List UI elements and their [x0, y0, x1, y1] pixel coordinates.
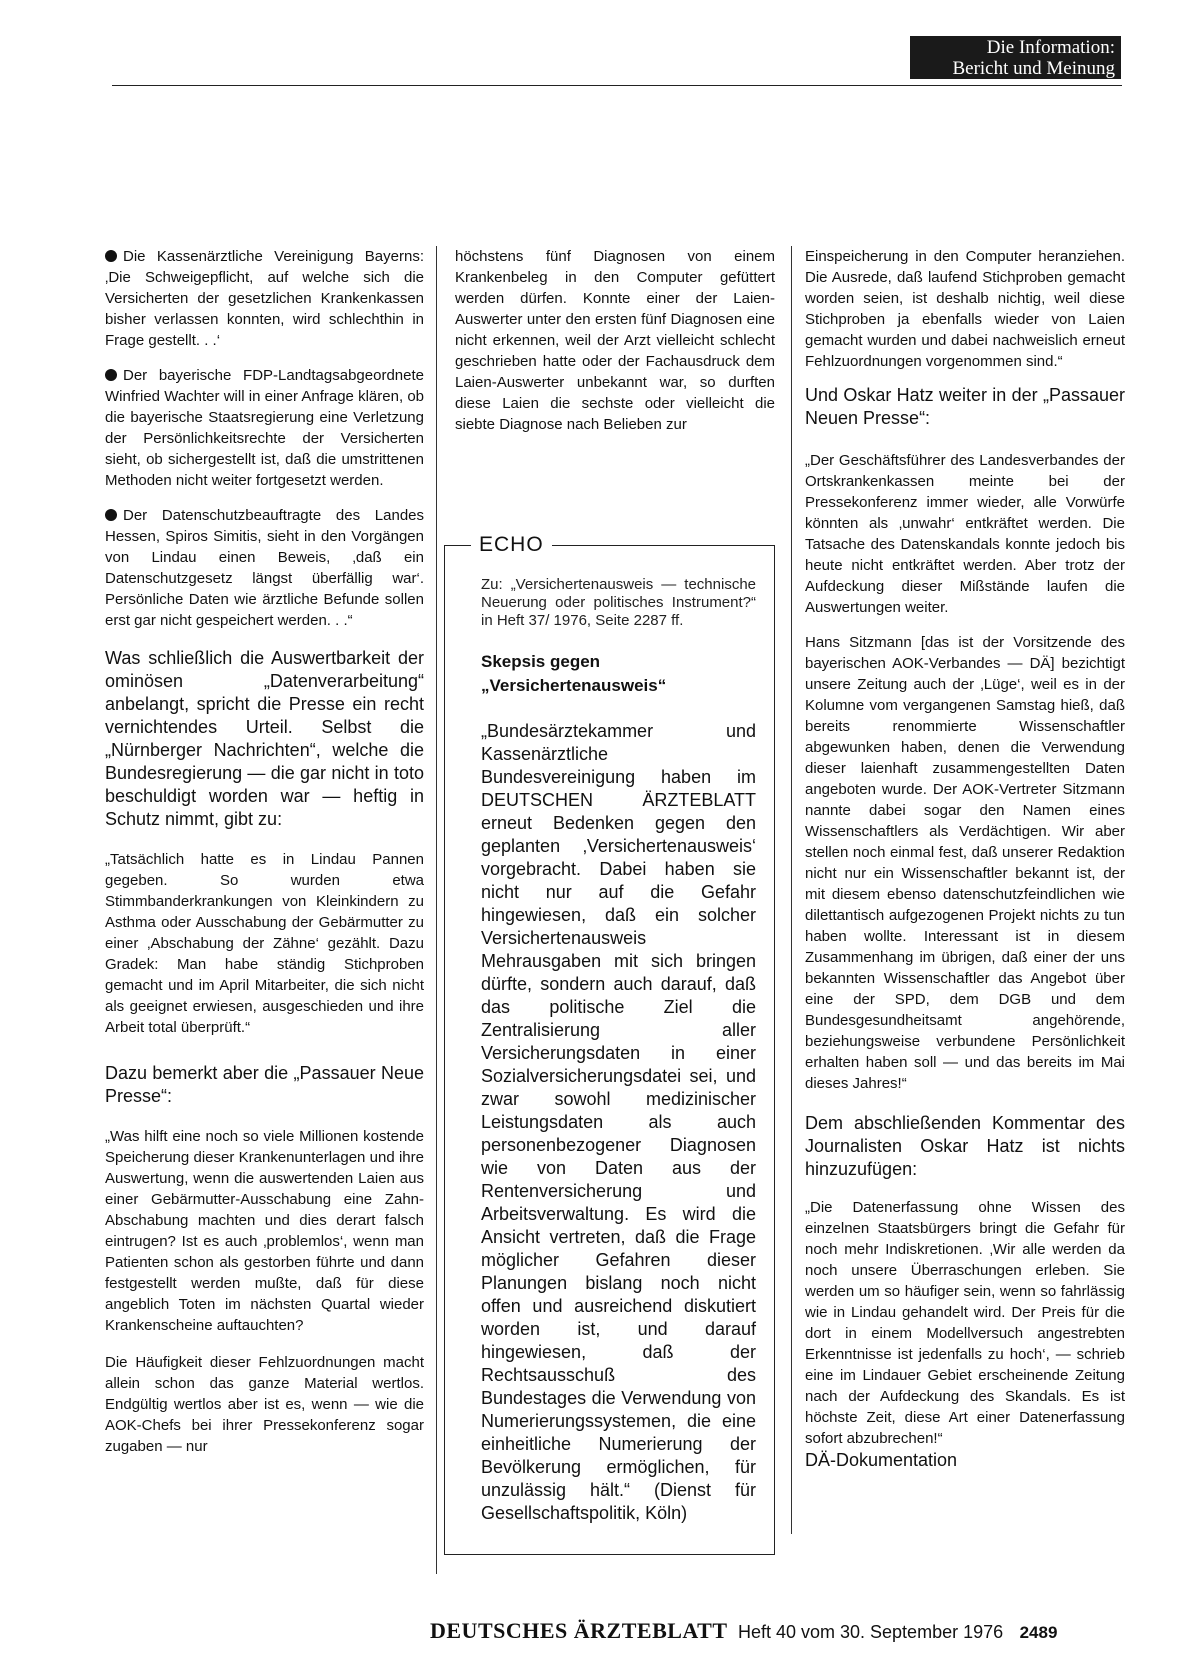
- echo-title: ECHO: [471, 533, 552, 557]
- column-right: [805, 246, 1125, 1472]
- bullet-item-datenschutz: Der Datenschutzbeauftragte des Landes Hessen, Spiros Simitis, sieht in den Vorgängen von Lindau einen Beweis, ‚daß ein Datenschutzgesetz längst überfällig war‘. Persönliche Daten wie ärztliche Befunde sollen erst gar nicht gespeichert werden. . .“: [105, 507, 424, 629]
- paragraph-oskar-hatz: Und Oskar Hatz weiter in der „Passauer Neuen Presse“:: [805, 385, 1125, 428]
- paragraph-kommentar: Dem abschließenden Kommentar des Journalisten Oskar Hatz ist nichts hinzuzufügen:: [805, 1113, 1125, 1179]
- bullet-icon: [105, 250, 117, 262]
- footer: [430, 1618, 1057, 1644]
- bullet-item-fdp: Der bayerische FDP-Landtagsabgeordnete Winfried Wachter will in einer Anfrage klären, ob die bayerische Staatsregierung eine Verletzung der Persönlichkeitsrechte der Versicherten sieht, ob sichergestellt ist, daß die umstrittenen Methoden nicht weiter fortgesetzt werden.: [105, 367, 424, 489]
- paragraph-diagnosen: höchstens fünf Diagnosen von einem Krankenbeleg in den Computer gefüttert werden dürfen. Konnte einer der Laien-Auswerter unter den ersten fünf Diagnosen eine nicht erkennen, weil der Arzt vielleicht schlecht geschrieben hatte oder der Fachausdruck dem Laien-Auswerter unbekannt war, so durften diese Laien die sechste oder vielleicht die siebte Diagnose nach Belieben zur: [455, 248, 775, 433]
- echo-reference: Zu: „Versichertenausweis — technische Neuerung oder politisches Instrument?“ in Heft 37/ 1976, Seite 2287 ff.: [481, 576, 756, 629]
- quote-sitzmann: Hans Sitzmann [das ist der Vorsitzende des bayerischen AOK-Verbandes — DÄ] bezichtigt unsere Zeitung auch der ‚Lüge‘, weil es in der Kolumne vom vergangenen Samstag hieß, daß bereits renommierte Wissenschaftler abgewunken haben, denen die Verwendung dieser laienhaft zusammengestellten Daten angeboten wurde. Der AOK-Vertreter Sitzmann nannte dabei sogar den Namen eines Wissenschaftlers als Verdächtigen. Wir aber stellen noch einmal fest, daß unserer Redaktion nicht nur ein Wissenschaftler bekannt ist, der mit diesem ebenso datenschutzfeindlichen wie dilettantisch aufgezogenen Projekt nichts zu tun haben wollte. Interessant ist in diesem Zusammenhang im übrigen, daß einer der uns bekannten Wissenschaftler das Angebot über eine der SPD, dem DGB und dem Bundesgesundheitsamt angehörende, beziehungsweise verbundene Persönlichkeit erhalten haben soll — und das bereits im Mai dieses Jahres!“: [805, 634, 1125, 1092]
- signature: DÄ-Dokumentation: [805, 1450, 958, 1470]
- section-header-line2: Bericht und Meinung: [952, 58, 1115, 79]
- echo-body: „Bundesärztekammer und Kassenärztliche Bundesvereinigung haben im DEUTSCHEN ÄRZTEBLATT erneut Bedenken gegen den geplanten ‚Versichertenausweis‘ vorgebracht. Dabei haben sie nicht nur auf die Gefahr hingewiesen, daß ein solcher Versichertenausweis Mehrausgaben mit sich bringen dürfte, sondern auch darauf, daß das politische Ziel die Zentralisierung aller Versicherungsdaten in einer Sozialversicherungsdatei sei, und zwar sowohl medizinischer Leistungsdaten als auch personenbezogener Diagnosen wie von Daten aus der Rentenversicherung und Arbeitsverwaltung. Es wird die Ansicht vertreten, daß die Frage möglicher Gefahren dieser Planungen bislang noch nicht offen und ausreichend diskutiert worden ist, und darauf hingewiesen, daß der Rechtsausschuß des Bundestages die Verwendung von Numerierungssystemen, die eine einheitliche Numerierung der Bevölkerung ermöglichen, für unzulässig hält.“ (Dienst für Gesellschaftspolitik, Köln): [481, 721, 756, 1523]
- column-left: [105, 246, 424, 1457]
- footer-magazine: DEUTSCHES ÄRZTEBLATT: [430, 1618, 728, 1643]
- bullet-icon: [105, 509, 117, 521]
- quote-haeufigkeit: Die Häufigkeit dieser Fehlzuordnungen macht allein schon das ganze Material wertlos. Endgültig wertlos aber ist es, wenn — wie die AOK-Chefs bei ihrer Pressekonferenz sogar zugaben — nur: [105, 1354, 424, 1455]
- section-header-line1: Die Information:: [986, 37, 1115, 58]
- quote-datenerfassung: „Die Datenerfassung ohne Wissen des einzelnen Staatsbürgers bringt die Gefahr für noch mehr Indiskretionen. ‚Wir alle werden da noch unsere Überraschungen erleben. Sie werden um so häufiger sein, wenn so fahrlässig wie in Lindau gehandelt wird. Der Preis für die dort in einem Modellversuch angestrebten Erkenntnisse ist jedenfalls zu hoch‘, — schrieb eine im Lindauer Gebiet erscheinende Zeitung nach der Aufdeckung des Skandals. Es ist höchste Zeit, diese Art einer Datenerfassung sofort abzubrechen!“: [805, 1199, 1125, 1447]
- header-rule: [112, 85, 1122, 86]
- paragraph-passauer: Dazu bemerkt aber die „Passauer Neue Presse“:: [105, 1063, 424, 1106]
- paragraph-auswertbarkeit: Was schließlich die Auswertbarkeit der ominösen „Datenverarbeitung“ anbelangt, spricht die Presse ein recht vernichtendes Urteil. Selbst die „Nürnberger Nachrichten“, welche die Bundesregierung — die gar nicht in toto beschuldigt worden war — heftig in Schutz nimmt, gibt zu:: [105, 648, 424, 829]
- quote-passauer: „Was hilft eine noch so viele Millionen kostende Speicherung dieser Krankenunterlagen und ihre Auswertung, wenn die auswertenden Laien aus einer Gebärmutter-Ausschabung eine Zahn-Abschabung machten und dies derart falsch eintrugen? Ist es auch ‚problemlos‘, wenn man Patienten schon als gestorben führte und dann festgestellt werden mußte, daß für diese angeblich Toten im nächsten Quartal wieder Krankenscheine auftauchten?: [105, 1128, 424, 1334]
- column-divider-right: [791, 246, 792, 1534]
- column-divider-left: [436, 246, 437, 1574]
- footer-issue: Heft 40 vom 30. September 1976: [737, 1622, 1004, 1642]
- echo-box: [444, 533, 775, 1555]
- quote-nuernberger: „Tatsächlich hatte es in Lindau Pannen gegeben. So wurden etwa Stimmbanderkrankungen von Kleinkindern zu Asthma oder Ausschabung der Gebärmutter zu einer ‚Abschabung der Zähne‘ gezählt. Dazu Gradek: Man habe ständig Stichproben gemacht und im April Mitarbeiter, die sich nicht als geeignet erwiesen, ausgeschieden und ihre Arbeit total überprüft.“: [105, 851, 424, 1036]
- bullet-icon: [105, 369, 117, 381]
- echo-headline: Skepsis gegen „Versichertenausweis“: [481, 652, 667, 695]
- bullet-item-kv-bayerns: Die Kassenärztliche Vereinigung Bayerns: ‚Die Schweigepflicht, auf welche sich die Versicherten der gesetzlichen Krankenkassen bisher verlassen konnten, wird schlechthin in Frage gestellt. . .‘: [105, 248, 424, 349]
- footer-page-number: 2489: [1019, 1623, 1058, 1642]
- section-header: [910, 36, 1121, 79]
- quote-geschaeftsfuehrer: „Der Geschäftsführer des Landesverbandes der Ortskrankenkassen meinte bei der Pressekonferenz immer wieder, alle Vorwürfe könnten als ‚unwahr‘ entkräftet werden. Die Tatsache des Datenskandals konnte jedoch bis heute nicht entkräftet werden. Aber trotz der Aufdeckung dieser Mißstände laufen die Auswertungen weiter.: [805, 452, 1125, 616]
- column-middle: [455, 246, 775, 435]
- paragraph-einspeicherung: Einspeicherung in den Computer heranziehen. Die Ausrede, daß laufend Stichproben gemacht worden seien, ist deshalb nichtig, weil diese Stichproben ja ebenfalls wieder von Laien gemacht wurden und dabei nachweislich erneut Fehlzuordnungen vorgenommen sind.“: [805, 248, 1125, 370]
